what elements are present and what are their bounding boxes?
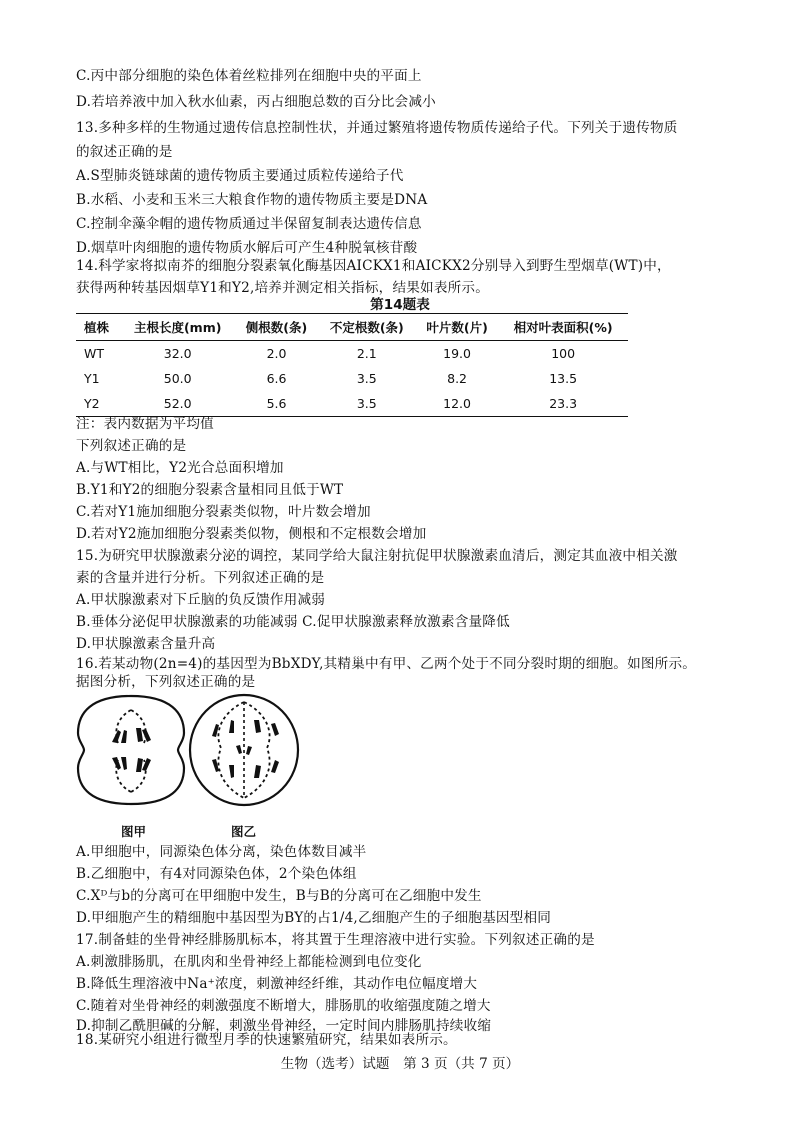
table-row: [76, 391, 628, 417]
table-cell: 8.2: [447, 371, 468, 386]
q14-option-c: C.若对Y1施加细胞分裂素类似物，叶片数会增加: [76, 504, 371, 520]
q13-stem-line2: 的叙述正确的是: [76, 144, 173, 160]
table-cell: 50.0: [163, 371, 192, 386]
table-cell: 2.1: [356, 346, 377, 361]
table-cell: 12.0: [416, 391, 498, 417]
q16-stem-line1: 16.若某动物(2n=4)的基因型为BbXDY,其精巢中有甲、乙两个处于不同分裂时期的细胞。如图所示。: [76, 656, 697, 672]
q15-stem-line2: 素的含量并进行分析。下列叙述正确的是: [76, 570, 325, 586]
q12-option-c: C.丙中部分细胞的染色体着丝粒排列在细胞中央的平面上: [76, 68, 422, 84]
q15-option-a: A.甲状腺激素对下丘脑的负反馈作用减弱: [76, 592, 326, 608]
q17-stem: 17.制备蛙的坐骨神经腓肠肌标本，将其置于生理溶液中进行实验。下列叙述正确的是: [76, 932, 595, 948]
table-cell: 32.0: [163, 346, 192, 361]
table-cell: 5.6: [235, 391, 317, 417]
table-header-row: [76, 314, 628, 341]
q17-option-a: A.刺激腓肠肌，在肌肉和坐骨神经上都能检测到电位变化: [76, 954, 422, 970]
q17-option-c: C.随着对坐骨神经的刺激强度不断增大，腓肠肌的收缩强度随之增大: [76, 998, 491, 1014]
table-cell: 19.0: [443, 346, 471, 361]
table-cell: Y2: [76, 391, 120, 417]
q14-stem-line2: 获得两种转基因烟草Y1和Y2,培养并测定相关指标，结果如表所示。: [76, 280, 489, 296]
table-cell: 13.5: [549, 371, 578, 386]
figure-b-label: 图乙: [231, 824, 257, 839]
q15-option-b-c: B.垂体分泌促甲状腺激素的功能减弱 C.促甲状腺激素释放激素含量降低: [76, 614, 510, 630]
table-cell: 23.3: [498, 391, 628, 417]
header-cell: 植株: [76, 314, 120, 341]
table-cell: Y1: [84, 371, 100, 386]
table14: [76, 313, 628, 417]
table-row: [76, 341, 628, 367]
header-cell: 不定根数(条): [318, 314, 416, 341]
table-cell: 3.5: [318, 391, 416, 417]
figure-a-label: 图甲: [121, 824, 147, 839]
q14-option-b: B.Y1和Y2的细胞分裂素含量相同且低于WT: [76, 482, 344, 498]
table-row: [76, 366, 628, 391]
q13-option-c: C.控制伞藻伞帽的遗传物质通过半保留复制表达遗传信息: [76, 216, 422, 232]
q14-option-a: A.与WT相比，Y2光合总面积增加: [76, 460, 284, 476]
q16-option-c: C.Xᴰ与b的分离可在甲细胞中发生，B与B的分离可在乙细胞中发生: [76, 888, 482, 904]
q16-option-d: D.甲细胞产生的精细胞中基因型为BY的占1/4,乙细胞产生的子细胞基因型相同: [76, 910, 552, 926]
cell-b-diagram: [190, 695, 298, 805]
q15-option-d: D.甲状腺激素含量升高: [76, 636, 216, 652]
table14-caption: 第14题表: [370, 297, 430, 313]
table-cell: 6.6: [266, 371, 287, 386]
q14-prompt: 下列叙述正确的是: [76, 438, 187, 454]
q13-option-a: A.S型肺炎链球菌的遗传物质主要通过质粒传递给子代: [76, 168, 404, 184]
q13-stem-line1: 13.多种多样的生物通过遗传信息控制性状，并通过繁殖将遗传物质传递给子代。下列关于遗传物质: [76, 120, 678, 136]
q14-option-d: D.若对Y2施加细胞分裂素类似物，侧根和不定根数会增加: [76, 526, 427, 542]
cell-a-diagram: [78, 696, 184, 804]
header-cell: 主根长度(mm): [120, 314, 235, 341]
table-cell: 2.0: [266, 346, 287, 361]
q13-option-b: B.水稻、小麦和玉米三大粮食作物的遗传物质主要是DNA: [76, 192, 428, 208]
header-cell: 叶片数(片): [416, 314, 498, 341]
q17-option-b: B.降低生理溶液中Na⁺浓度，刺激神经纤维，其动作电位幅度增大: [76, 976, 478, 992]
table-cell: 3.5: [356, 371, 377, 386]
q15-stem-line1: 15.为研究甲状腺激素分泌的调控，某同学给大鼠注射抗促甲状腺激素血清后，测定其血液中相关激: [76, 548, 678, 564]
q16-option-a: A.甲细胞中，同源染色体分离，染色体数目减半: [76, 844, 367, 860]
page-footer: 生物（选考）试题 第 3 页（共 7 页）: [280, 1056, 520, 1072]
q17-option-d: D.抑制乙酰胆碱的分解，刺激坐骨神经，一定时间内腓肠肌持续收缩: [76, 1018, 492, 1034]
table-cell: 100: [551, 346, 576, 361]
header-cell: 侧根数(条): [235, 314, 317, 341]
q12-option-d: D.若培养液中加入秋水仙素，丙占细胞总数的百分比会减小: [76, 94, 436, 110]
q18-stem: 18.某研究小组进行微型月季的快速繁殖研究，结果如表所示。: [76, 1032, 457, 1048]
q13-option-d: D.烟草叶肉细胞的遗传物质水解后可产生4种脱氧核苷酸: [76, 240, 418, 256]
cell-division-figure: [76, 688, 306, 818]
table14-note: 注：表内数据为平均值: [76, 416, 214, 432]
q16-option-b: B.乙细胞中，有4对同源染色体，2个染色体组: [76, 866, 357, 882]
header-cell: 相对叶表面积(%): [498, 314, 628, 341]
q16-stem-line2: 据图分析，下列叙述正确的是: [76, 674, 256, 690]
table-cell: WT: [84, 346, 104, 361]
table-cell: 52.0: [120, 391, 235, 417]
q14-stem-line1: 14.科学家将拟南芥的细胞分裂素氧化酶基因AICKX1和AICKX2分别导入到野生型烟草(WT)中，: [76, 258, 671, 274]
